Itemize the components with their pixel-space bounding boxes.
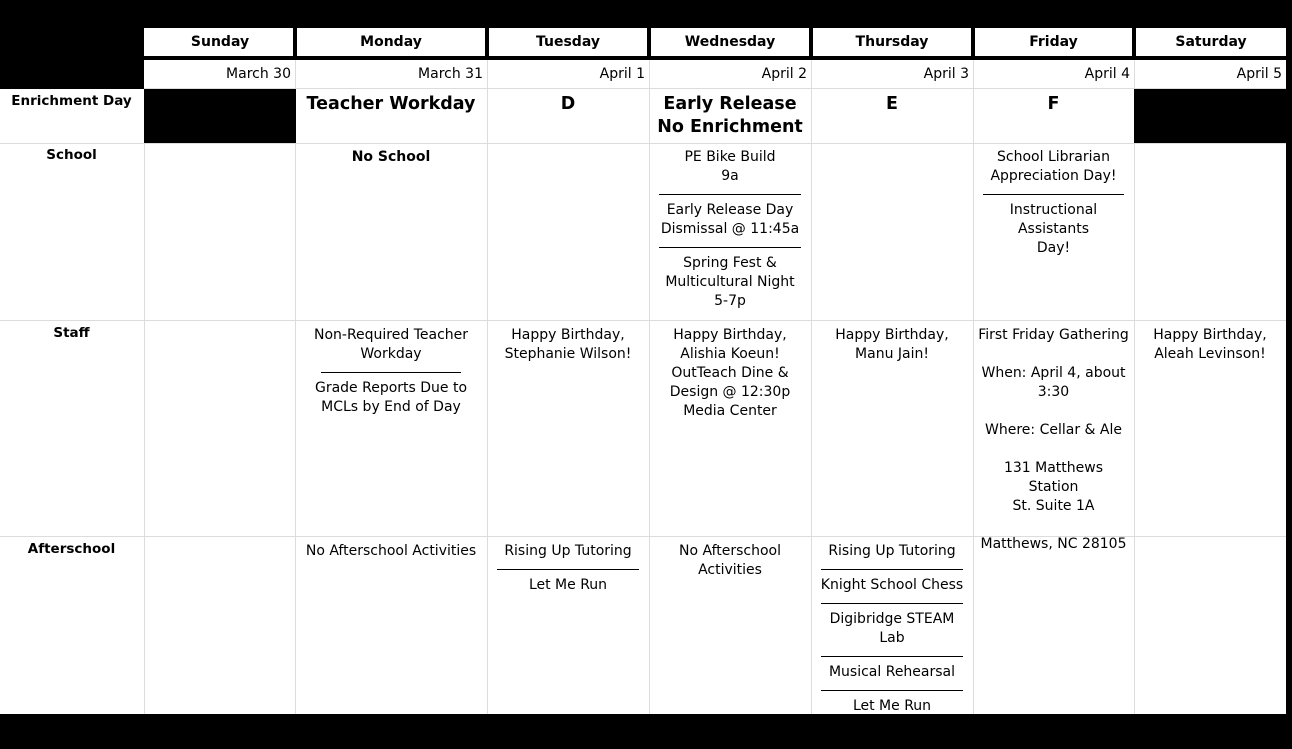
enrichment-saturday-block bbox=[1134, 89, 1286, 143]
school-event: Dismissal @ 11:45a bbox=[660, 221, 800, 237]
event-divider bbox=[821, 603, 963, 604]
spacer bbox=[977, 440, 1130, 459]
enrichment-monday: Teacher Workday bbox=[306, 94, 476, 114]
enrichment-tuesday: D bbox=[560, 94, 576, 114]
date-sunday: March 30 bbox=[144, 61, 295, 88]
afterschool-event: Musical Rehearsal bbox=[828, 664, 956, 680]
staff-event: Non-Required Teacher bbox=[313, 327, 469, 343]
event-divider bbox=[659, 247, 801, 248]
grid-line bbox=[487, 60, 488, 714]
enrichment-friday: F bbox=[1047, 94, 1060, 114]
staff-event: Stephanie Wilson! bbox=[504, 346, 632, 362]
day-header-thursday: Thursday bbox=[813, 30, 971, 55]
staff-saturday bbox=[1134, 322, 1286, 364]
staff-event: Happy Birthday, bbox=[835, 327, 949, 343]
afterschool-wednesday bbox=[649, 538, 811, 580]
afterschool-thursday bbox=[811, 538, 973, 716]
afterschool-event: Knight School Chess bbox=[820, 577, 964, 593]
day-header-monday: Monday bbox=[297, 30, 485, 55]
school-event: School Librarian bbox=[997, 149, 1110, 165]
staff-event: Media Center bbox=[683, 403, 777, 419]
staff-event: Where: Cellar & Ale bbox=[985, 422, 1122, 438]
staff-event: 3:30 bbox=[1037, 384, 1070, 400]
enrichment-thursday: E bbox=[886, 94, 898, 114]
staff-event: Manu Jain! bbox=[855, 346, 929, 362]
row-label-afterschool: Afterschool bbox=[27, 541, 116, 557]
event-divider bbox=[321, 372, 461, 373]
event-divider bbox=[659, 194, 801, 195]
school-wednesday bbox=[649, 144, 811, 311]
staff-monday bbox=[295, 322, 487, 417]
school-event: PE Bike Build bbox=[684, 149, 776, 165]
staff-event: OutTeach Dine & bbox=[671, 365, 789, 381]
staff-wednesday bbox=[649, 322, 811, 421]
school-event: 9a bbox=[721, 168, 739, 184]
row-label-staff: Staff bbox=[53, 325, 90, 341]
staff-event: St. Suite 1A bbox=[1012, 498, 1095, 514]
afterschool-event: Let Me Run bbox=[852, 698, 932, 714]
staff-event: 131 Matthews Station bbox=[1003, 460, 1104, 495]
afterschool-event: Digibridge STEAM Lab bbox=[829, 611, 955, 646]
spacer bbox=[977, 345, 1130, 364]
row-label-school: School bbox=[46, 147, 97, 163]
school-event: Early Release Day bbox=[666, 202, 794, 218]
staff-event: First Friday Gathering bbox=[978, 327, 1129, 343]
date-thursday: April 3 bbox=[811, 61, 973, 88]
top-black-bar bbox=[0, 0, 1292, 28]
spacer bbox=[977, 402, 1130, 421]
row-label-enrichment: Enrichment Day bbox=[11, 93, 132, 109]
school-monday bbox=[295, 144, 487, 167]
day-header-wednesday: Wednesday bbox=[651, 30, 809, 55]
staff-tuesday bbox=[487, 322, 649, 364]
bottom-black-bar bbox=[0, 714, 1292, 749]
afterschool-event: Activities bbox=[698, 562, 762, 578]
event-divider bbox=[821, 569, 963, 570]
header-divider-bar bbox=[144, 56, 1292, 60]
enrichment-wednesday-line: No Enrichment bbox=[657, 117, 803, 137]
afterschool-event: Rising Up Tutoring bbox=[828, 543, 956, 559]
day-header-friday: Friday bbox=[975, 30, 1132, 55]
school-event: Multicultural Night bbox=[665, 274, 795, 290]
staff-event: Alishia Koeun! bbox=[680, 346, 780, 362]
date-monday: March 31 bbox=[295, 61, 487, 88]
afterschool-event: Let Me Run bbox=[528, 577, 608, 593]
staff-event: Aleah Levinson! bbox=[1154, 346, 1266, 362]
afterschool-event: Rising Up Tutoring bbox=[504, 543, 632, 559]
grid-line bbox=[1134, 60, 1135, 714]
corner-black-block bbox=[0, 0, 144, 89]
school-event: Day! bbox=[1036, 240, 1071, 256]
event-divider bbox=[821, 656, 963, 657]
spacer bbox=[977, 516, 1130, 535]
staff-event: MCLs by End of Day bbox=[321, 399, 461, 415]
school-event: Spring Fest & bbox=[683, 255, 777, 271]
enrichment-wednesday-line: Early Release bbox=[663, 94, 797, 114]
staff-event: When: April 4, about bbox=[981, 365, 1126, 381]
school-event: No School bbox=[351, 149, 431, 165]
afterschool-monday bbox=[295, 538, 487, 561]
staff-event: Design @ 12:30p bbox=[669, 384, 791, 400]
staff-thursday bbox=[811, 322, 973, 364]
staff-event: Happy Birthday, bbox=[1153, 327, 1267, 343]
date-saturday: April 5 bbox=[1134, 61, 1286, 88]
staff-event: Happy Birthday, bbox=[673, 327, 787, 343]
school-event: Instructional Assistants bbox=[1009, 202, 1098, 237]
right-black-edge bbox=[1286, 0, 1292, 749]
day-header-saturday: Saturday bbox=[1136, 30, 1286, 55]
staff-event: Grade Reports Due to bbox=[314, 380, 468, 396]
event-divider bbox=[821, 690, 963, 691]
afterschool-tuesday bbox=[487, 538, 649, 595]
staff-event: Matthews, NC 28105 bbox=[980, 536, 1127, 552]
school-event: 5-7p bbox=[714, 293, 746, 309]
school-event: Appreciation Day! bbox=[990, 168, 1117, 184]
staff-event: Happy Birthday, bbox=[511, 327, 625, 343]
staff-friday bbox=[973, 322, 1134, 554]
staff-event: Workday bbox=[360, 346, 422, 362]
date-friday: April 4 bbox=[973, 61, 1134, 88]
school-friday bbox=[973, 144, 1134, 258]
afterschool-event: No Afterschool Activities bbox=[305, 543, 477, 559]
afterschool-event: No Afterschool bbox=[679, 543, 781, 559]
day-header-sunday: Sunday bbox=[147, 30, 293, 55]
day-header-tuesday: Tuesday bbox=[489, 30, 647, 55]
date-wednesday: April 2 bbox=[649, 61, 811, 88]
grid-line bbox=[0, 320, 1286, 321]
event-divider bbox=[497, 569, 639, 570]
event-divider bbox=[983, 194, 1124, 195]
enrichment-sunday-block bbox=[144, 89, 296, 143]
date-tuesday: April 1 bbox=[487, 61, 649, 88]
enrichment-wednesday bbox=[649, 89, 811, 143]
grid-line bbox=[144, 89, 145, 714]
